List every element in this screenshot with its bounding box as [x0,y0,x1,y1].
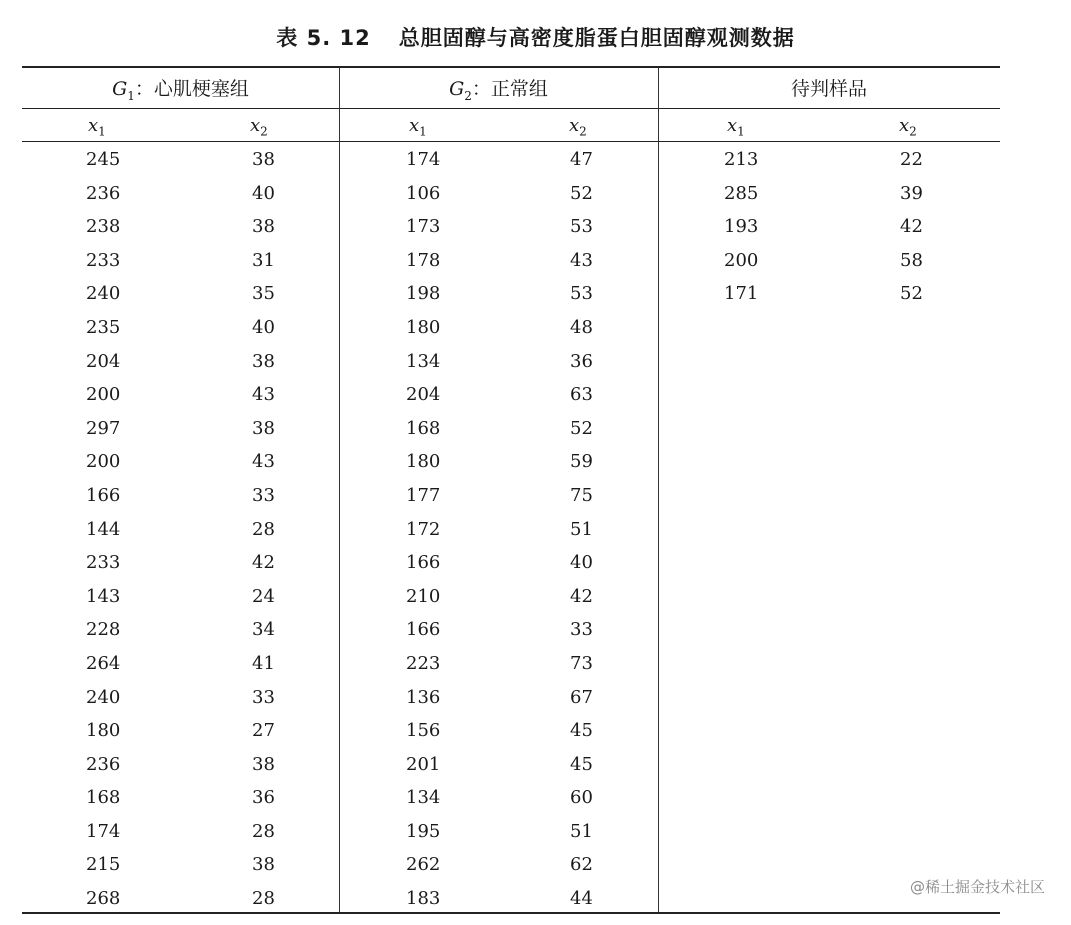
table-number: 表 5. 12 [276,26,371,50]
table-cell: 297 [86,417,121,439]
table-cell: 183 [406,888,441,910]
group-label: 待判样品 [790,78,867,100]
group-header-g1 [22,72,339,106]
table-cell: 63 [570,384,593,406]
table-cell: 28 [252,518,275,540]
table-cell: 156 [406,720,441,742]
table-cell: 268 [86,888,121,910]
table-cell: 233 [86,552,121,574]
table-cell: 43 [252,384,275,406]
group-divider-1 [339,67,340,912]
table-cell: 240 [86,283,121,305]
table-cell: 42 [900,216,923,238]
table-cell: 27 [252,720,275,742]
table-cell: 195 [406,820,441,842]
subheader-g2-x1: $x_1$ [409,115,427,139]
table-cell: 59 [570,451,593,473]
table-cell: 52 [570,417,593,439]
table-cell: 24 [252,585,275,607]
table-cell: 52 [570,182,593,204]
table-cell: 35 [252,283,275,305]
top-rule [22,66,1000,68]
table-cell: 236 [86,753,121,775]
table-cell: 174 [406,149,441,170]
subheader-g3-x2: $x_2$ [899,115,917,139]
table-cell: 245 [86,149,121,170]
table-cell: 62 [570,854,593,876]
header-rule [22,108,1000,109]
table-cell: 48 [570,316,593,338]
group-subscript: 2 [464,88,472,103]
table-cell: 42 [570,585,593,607]
table-cell: 223 [406,652,441,674]
bottom-rule [22,912,1000,914]
table-cell: 233 [86,249,121,271]
table-cell: 33 [252,686,275,708]
group-header-g3 [658,72,1000,106]
table-cell: 174 [86,820,121,842]
group-symbol: G [112,78,128,100]
table-cell: 166 [406,552,441,574]
subheader-g1-x1: $x_1$ [88,115,106,139]
table-cell: 47 [570,149,593,170]
subheader-rule [22,141,1000,142]
table-cell: 51 [570,820,593,842]
table-cell: 38 [252,149,275,170]
table-caption: 总胆固醇与高密度脂蛋白胆固醇观测数据 [398,26,795,50]
column-g2-x2 [570,143,593,916]
table-cell: 178 [406,249,441,271]
table-cell: 236 [86,182,121,204]
table-cell: 143 [86,585,121,607]
table-cell: 285 [724,182,759,204]
table-cell: 45 [570,753,593,775]
table-cell: 67 [570,686,593,708]
table-cell: 38 [252,417,275,439]
table-cell: 198 [406,283,441,305]
table-cell: 134 [406,350,441,372]
table-cell: 180 [86,720,121,742]
table-cell: 31 [252,249,275,271]
table-cell: 228 [86,619,121,641]
table-cell: 40 [570,552,593,574]
table-cell: 52 [900,283,923,305]
table-cell: 136 [406,686,441,708]
table-cell: 38 [252,350,275,372]
table-cell: 22 [900,149,923,170]
table-cell: 73 [570,652,593,674]
table-cell: 213 [724,149,759,170]
table-cell: 106 [406,182,441,204]
table-cell: 204 [86,350,121,372]
table-cell: 41 [252,652,275,674]
group-symbol: G [449,78,465,100]
table-cell: 60 [570,787,593,809]
subheader-g3-x1: $x_1$ [727,115,745,139]
table-cell: 53 [570,283,593,305]
table-cell: 75 [570,484,593,506]
table-cell: 180 [406,451,441,473]
table-cell: 168 [406,417,441,439]
table-cell: 36 [570,350,593,372]
table-cell: 235 [86,316,121,338]
table-cell: 166 [406,619,441,641]
table-cell: 28 [252,888,275,910]
table-cell: 38 [252,854,275,876]
table-cell: 34 [252,619,275,641]
table-cell: 240 [86,686,121,708]
group-label: ：心肌梗塞组 [134,78,249,100]
table-cell: 166 [86,484,121,506]
table-cell: 238 [86,216,121,238]
group-label: ：正常组 [471,78,548,100]
table-cell: 201 [406,753,441,775]
table-cell: 44 [570,888,593,910]
table-cell: 204 [406,384,441,406]
table-cell: 39 [900,182,923,204]
table-cell: 28 [252,820,275,842]
table-cell: 40 [252,182,275,204]
table-cell: 193 [724,216,759,238]
subheader-g1-x2: $x_2$ [250,115,268,139]
table-cell: 171 [724,283,759,305]
column-g3-x1 [724,143,758,311]
table-cell: 200 [86,451,121,473]
watermark: @稀土掘金技术社区 [909,878,1045,896]
table-cell: 134 [406,787,441,809]
table-cell: 210 [406,585,441,607]
column-g3-x2 [900,143,923,311]
group-subscript: 1 [127,88,135,103]
table-cell: 51 [570,518,593,540]
table-cell: 36 [252,787,275,809]
table-cell: 177 [406,484,441,506]
table-title [0,22,1071,52]
table-cell: 45 [570,720,593,742]
table-cell: 38 [252,216,275,238]
group-divider-2 [658,67,659,912]
table-cell: 58 [900,249,923,271]
table-cell: 43 [570,249,593,271]
table-cell: 168 [86,787,121,809]
column-g1-x1 [86,143,120,916]
table-cell: 262 [406,854,441,876]
table-cell: 180 [406,316,441,338]
table-cell: 172 [406,518,441,540]
table-cell: 42 [252,552,275,574]
table-cell: 264 [86,652,121,674]
table-cell: 200 [724,249,759,271]
table-cell: 200 [86,384,121,406]
table-cell: 43 [252,451,275,473]
table-cell: 33 [252,484,275,506]
column-g2-x1 [406,143,440,916]
table-cell: 144 [86,518,121,540]
table-cell: 173 [406,216,441,238]
subheader-g2-x2: $x_2$ [569,115,587,139]
table-cell: 40 [252,316,275,338]
table-cell: 53 [570,216,593,238]
table-cell: 38 [252,753,275,775]
table-cell: 33 [570,619,593,641]
table-cell: 215 [86,854,121,876]
group-header-g2 [339,72,658,106]
column-g1-x2 [252,143,275,916]
